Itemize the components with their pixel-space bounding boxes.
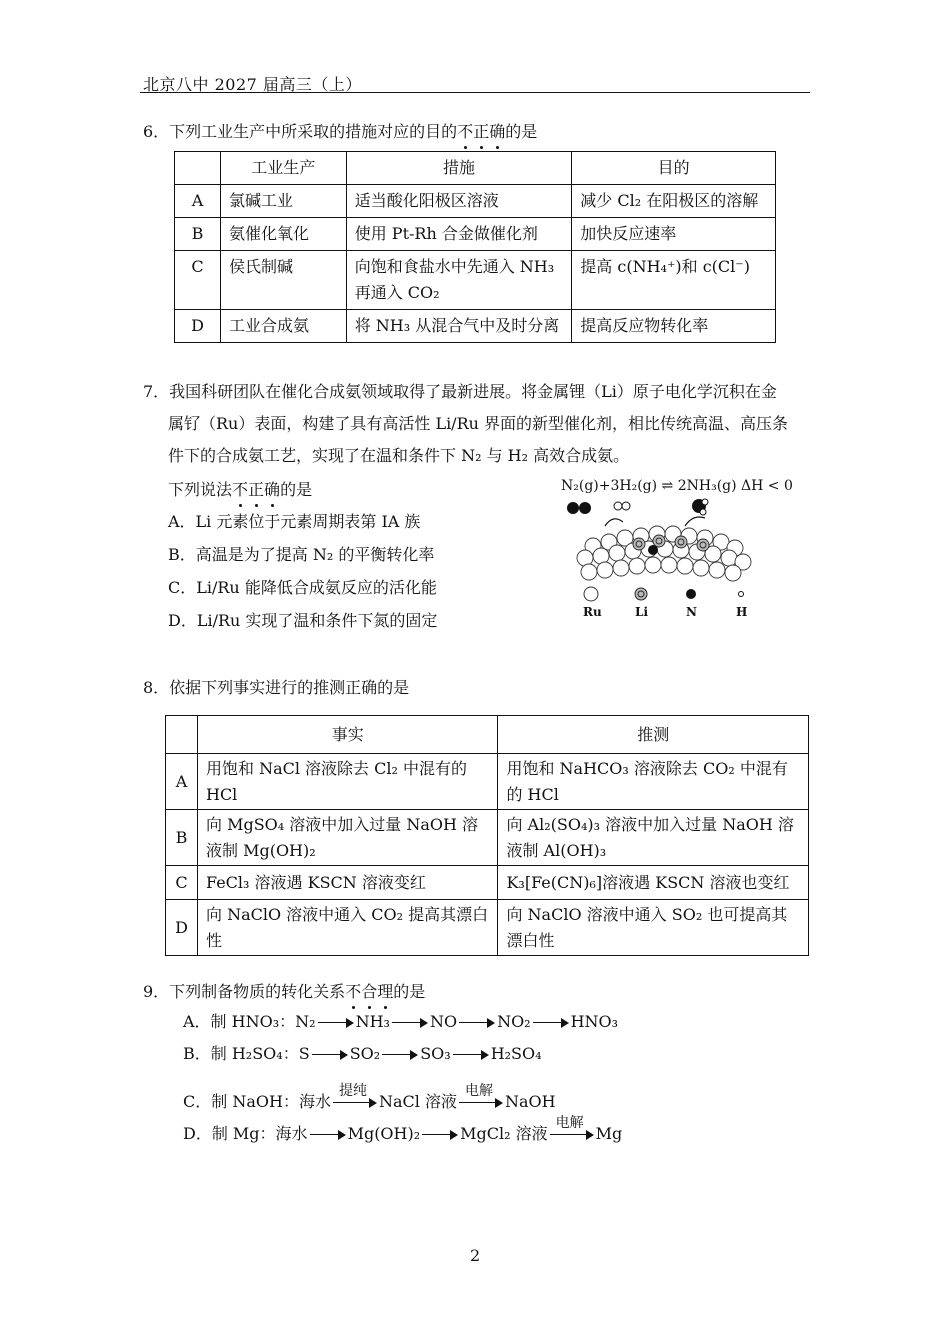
arrow-icon xyxy=(333,1082,377,1108)
q8-table xyxy=(165,715,809,956)
table-row xyxy=(166,754,809,810)
q8-table-header xyxy=(166,716,809,754)
legend-n: N xyxy=(686,605,697,619)
arrow-icon xyxy=(453,1050,489,1060)
q9-a-label: A．制 HNO₃： xyxy=(183,1012,296,1031)
nitrogen-atom-icon xyxy=(567,502,579,514)
hydrogen-atom-icon xyxy=(614,502,622,510)
legend-h: H xyxy=(736,605,748,619)
q8-col-guess: 推测 xyxy=(498,716,809,754)
chain-step: H₂SO₄ xyxy=(490,1044,542,1063)
q7-emphasis-char: 正 xyxy=(248,480,265,499)
arrow-icon xyxy=(318,1018,354,1028)
q8-row-opt: A xyxy=(166,754,198,810)
chain-step: S xyxy=(298,1044,310,1063)
chain-step: SO₂ xyxy=(349,1044,381,1063)
q6-table-header xyxy=(175,152,776,185)
hydrogen-atom-icon xyxy=(700,509,706,515)
table-row xyxy=(175,310,776,343)
exam-header: 北京八中 2027 届高三（上） xyxy=(143,75,362,94)
arrow-icon xyxy=(312,1050,348,1060)
q6-row-purpose: 提高 c(NH₄⁺)和 c(Cl⁻) xyxy=(572,251,776,310)
q9-emphasis-char: 不 xyxy=(345,982,362,1001)
q6-row-opt: C xyxy=(175,251,221,310)
chain-step: NO xyxy=(429,1012,458,1031)
q7-stem-line: 7．我国科研团队在催化合成氨领域取得了最新进展。将金属锂（Li）原子电化学沉积在金 xyxy=(143,382,777,401)
q8-row-guess: K₃[Fe(CN)₆]溶液遇 KSCN 溶液也变红 xyxy=(498,866,809,900)
q7-option-c: C．Li/Ru 能降低合成氨反应的活化能 xyxy=(168,578,437,597)
q6-row-industry: 氯碱工业 xyxy=(220,185,346,218)
q6-row-industry: 工业合成氨 xyxy=(220,310,346,343)
arrow-icon xyxy=(422,1130,458,1140)
q9-option-b xyxy=(183,1042,542,1066)
q7-emphasis-char: 不 xyxy=(232,480,249,499)
page-number: 2 xyxy=(470,1246,481,1265)
arrow-icon xyxy=(310,1130,346,1140)
chain-step: 海水 xyxy=(275,1124,308,1143)
q6-row-measure: 将 NH₃ 从混合气中及时分离 xyxy=(346,310,572,343)
q6-row-industry: 侯氏制碱 xyxy=(220,251,346,310)
q7-stem-line: 属钌（Ru）表面，构建了具有高活性 Li/Ru 界面的新型催化剂，相比传统高温、高压条 xyxy=(168,414,789,433)
li-legend-icon xyxy=(635,588,647,600)
q9-option-a xyxy=(183,1010,618,1034)
header-rule xyxy=(140,92,810,93)
q8-row-opt: C xyxy=(166,866,198,900)
chain-step: NO₂ xyxy=(497,1012,531,1031)
q8-row-opt: B xyxy=(166,810,198,866)
arrow-label: 电解 xyxy=(555,1114,584,1131)
q8-row-fact: 向 NaClO 溶液中通入 CO₂ 提高其漂白性 xyxy=(197,900,497,956)
q6-row-opt: A xyxy=(175,185,221,218)
arrow-icon xyxy=(459,1018,495,1028)
q8-row-opt: D xyxy=(166,900,198,956)
q6-row-measure: 使用 Pt-Rh 合金做催化剂 xyxy=(346,218,572,251)
chain-step: NaCl 溶液 xyxy=(378,1092,457,1111)
q9-stem-tail: 的是 xyxy=(393,982,426,1001)
q7-stem-line: 件下的合成氨工艺，实现了在温和条件下 N₂ 与 H₂ 高效合成氨。 xyxy=(168,446,630,465)
table-row xyxy=(166,810,809,866)
arrow-icon xyxy=(382,1050,418,1060)
q6-row-opt: D xyxy=(175,310,221,343)
arrow-icon xyxy=(392,1018,428,1028)
q7-option-b: B．高温是为了提高 N₂ 的平衡转化率 xyxy=(168,545,435,564)
q9-option-c xyxy=(183,1082,556,1114)
q8-col-opt xyxy=(166,716,198,754)
chain-step: HNO₃ xyxy=(570,1012,619,1031)
q6-stem-text: 6．下列工业生产中所采取的措施对应的目的 xyxy=(143,122,458,141)
table-row xyxy=(166,866,809,900)
q7-ask-text: 下列说法 xyxy=(168,480,233,499)
q7-emphasis-char: 确 xyxy=(264,480,281,499)
hydrogen-atom-icon xyxy=(702,499,708,505)
arrow-label: 提纯 xyxy=(338,1082,367,1099)
chain-step: NH₃ xyxy=(355,1012,390,1031)
desorption-arrow-icon xyxy=(685,517,705,526)
n-legend-icon xyxy=(686,589,696,599)
q8-row-guess: 用饱和 NaHCO₃ 溶液除去 CO₂ 中混有的 HCl xyxy=(498,754,809,810)
legend-li: Li xyxy=(635,605,648,619)
q9-emphasis-char: 合 xyxy=(361,982,378,1001)
q6-row-industry: 氨催化氧化 xyxy=(220,218,346,251)
chain-step: N₂ xyxy=(295,1012,316,1031)
q6-emphasis-char: 不 xyxy=(457,122,474,141)
table-row xyxy=(175,251,776,310)
arrow-icon xyxy=(533,1018,569,1028)
q7-ask-tail: 的是 xyxy=(280,480,313,499)
q8-row-fact: 向 MgSO₄ 溶液中加入过量 NaOH 溶液制 Mg(OH)₂ xyxy=(197,810,497,866)
q6-row-measure: 适当酸化阳极区溶液 xyxy=(346,185,572,218)
q6-stem-tail: 的是 xyxy=(505,122,538,141)
table-row xyxy=(175,218,776,251)
h-legend-icon xyxy=(739,592,744,597)
q8-col-fact: 事实 xyxy=(197,716,497,754)
q6-emphasis-char: 确 xyxy=(489,122,506,141)
arrow-icon xyxy=(550,1114,594,1140)
q6-row-purpose: 提高反应物转化率 xyxy=(572,310,776,343)
arrow-icon xyxy=(459,1082,503,1108)
table-row xyxy=(175,185,776,218)
chain-step: NaOH xyxy=(504,1092,556,1111)
q6-stem xyxy=(143,121,537,143)
q7-option-d: D．Li/Ru 实现了温和条件下氮的固定 xyxy=(168,611,438,630)
q9-d-label: D．制 Mg： xyxy=(183,1124,276,1143)
q6-col-industry: 工业生产 xyxy=(220,152,346,185)
q7-option-a: A．Li 元素位于元素周期表第 IA 族 xyxy=(168,512,421,531)
chain-step: 海水 xyxy=(298,1092,331,1111)
q6-col-opt xyxy=(175,152,221,185)
q6-col-purpose: 目的 xyxy=(572,152,776,185)
catalyst-figure xyxy=(561,478,795,628)
q6-emphasis-char: 正 xyxy=(473,122,490,141)
adsorption-arrow-icon xyxy=(605,519,623,526)
table-row xyxy=(166,900,809,956)
q8-stem: 8．依据下列事实进行的推测正确的是 xyxy=(143,678,410,697)
chain-step: Mg xyxy=(595,1124,623,1143)
q8-row-fact: FeCl₃ 溶液遇 KSCN 溶液变红 xyxy=(197,866,497,900)
reaction-equation: N₂(g)+3H₂(g) ⇌ 2NH₃(g) ΔH < 0 xyxy=(561,478,793,494)
chain-step: SO₃ xyxy=(420,1044,451,1063)
q9-option-d xyxy=(183,1114,623,1146)
adsorbed-nitrogen-icon xyxy=(648,545,658,555)
q6-row-opt: B xyxy=(175,218,221,251)
q6-row-purpose: 加快反应速率 xyxy=(572,218,776,251)
nitrogen-atom-icon xyxy=(579,502,591,514)
q6-table xyxy=(174,151,776,343)
q9-c-label: C．制 NaOH： xyxy=(183,1092,299,1111)
arrow-label: 电解 xyxy=(464,1082,493,1099)
q6-row-measure: 向饱和食盐水中先通入 NH₃ 再通入 CO₂ xyxy=(346,251,572,310)
legend-ru: Ru xyxy=(583,605,602,619)
chain-step: Mg(OH)₂ xyxy=(347,1124,421,1143)
q8-row-guess: 向 Al₂(SO₄)₃ 溶液中加入过量 NaOH 溶液制 Al(OH)₃ xyxy=(498,810,809,866)
ru-legend-icon xyxy=(584,587,598,601)
q9-stem xyxy=(143,981,425,1003)
q9-b-label: B．制 H₂SO₄： xyxy=(183,1044,299,1063)
chain-step: MgCl₂ 溶液 xyxy=(460,1124,548,1143)
q6-col-measure: 措施 xyxy=(346,152,572,185)
ru-lattice xyxy=(577,526,751,581)
q8-row-guess: 向 NaClO 溶液中通入 SO₂ 也可提高其漂白性 xyxy=(498,900,809,956)
hydrogen-atom-icon xyxy=(622,502,630,510)
q8-row-fact: 用饱和 NaCl 溶液除去 Cl₂ 中混有的 HCl xyxy=(197,754,497,810)
q6-row-purpose: 减少 Cl₂ 在阳极区的溶解 xyxy=(572,185,776,218)
q9-emphasis-char: 理 xyxy=(377,982,394,1001)
q7-ask xyxy=(168,479,312,501)
q9-stem-text: 9．下列制备物质的转化关系 xyxy=(143,982,346,1001)
